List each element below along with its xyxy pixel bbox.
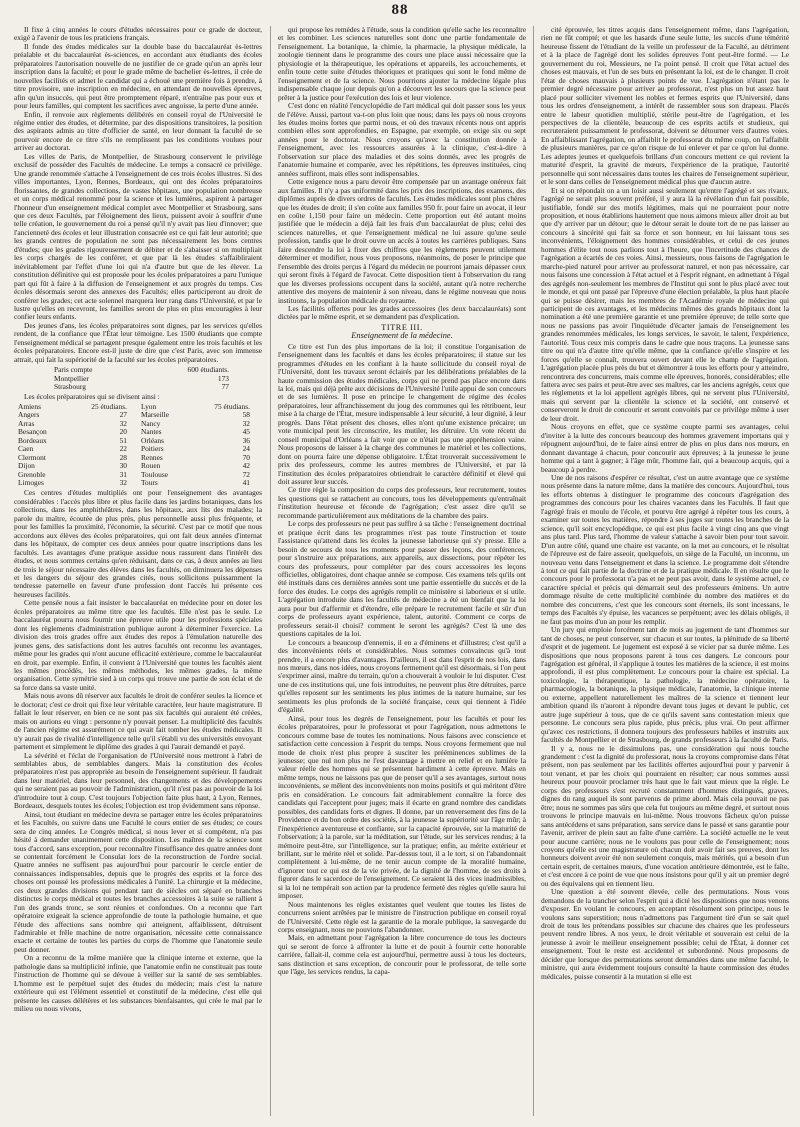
school-row [18,437,127,445]
faculty-count: 600 étudiants. [187,365,229,375]
paragraph: Il y a, nous ne le dissimulons pas, une considération qui nous touche grandement : c'est la dignité du professorat, nous la croyons compromise dans l'état présent, non pas seulement par les facilités offertes aujourd'hui pour y parvenir à tout venant, et par les choix qui pourraient en résulter; car nous sommes aussi heureux pour pouvoir proclamer très haut que le fait vaut mieux que la règle. Le corps des professeurs s'est recruté constamment d'hommes distingués, graves, dignes du rang auquel ils sont parvenus de prime abord. Mais cela pouvait ne pas être; nous ne sommes pas sûrs que cela fut toujours au même degré, et surtout nous trouvons le principe mauvais en lui-même. Nous trouvons fâcheux qu'on puisse sans antécédens et sans préparation, sans service dans le passé et sans garantie pour l'avenir, arriver de plein saut au faîte d'une carrière. La société actuelle ne le veut pour aucune carrière; nous ne le voulons pas pour celle de l'enseignement; nous croyons qu'elle est une magistrature où chacun doit avoir fait ses preuves, dont les honneurs doivent avoir été non seulement conquis, mais mérités, qui a besoin d'un certain esprit, de certaines mœurs, d'une vocation antérieure démontrée, est le faîte, et c'est encore à ce point de vue que nous insistons pour qu'il y ait un premier degré ou des équivalens qui en tiennent lieu. [541,743,789,888]
school-city: Toulouse [141,469,168,479]
paragraph: Le corps des professeurs ne peut pas suffire à sa tâche : l'enseignement doctrinal et pratique écrit dans les programmes n'est pas toute l'instruction et toute l'assistance qu'attend dans les écoles la jeunesse laborieuse qui s'y presse. Elle a besoin de secours de tous les moments pour passer des leçons, des conférences, pour s'instruire aux préparations, aux appareils, aux dissections, pour répéter les cours des professeurs, pour compléter par des cours accessoires les leçons officielles, obligatoires, dont chaque année se compose. Ces examens tels qu'ils ont été institués dans ces dernières années sont une partie essentielle du succès et de la force des études. Le corps des agrégés remplit ce ministère si laborieux et si utile. L'agrégation introduite dans les facultés de médecine a été un bienfait que la loi aura pour but d'affermir et d'étendre, elle prépare le recrutement facile et sûr d'un corps de professeurs ayant expérience, talent, autorité. Comment ce corps de professeurs serait-il choisi? comment le seront les agrégés? C'est là une des questions capitales de la loi. [278,519,526,639]
paragraph: Nous croyons en effet, que ce système coupte parmi ses avantages, celui d'inviter à la lutte des concours beaucoup des hommes gravement importans qui y répugnent aujourd'hui, de te faire ainsi entrer de plus en plus dans nos mœurs, en donnant davantage à chacun, pour concourir aux épreuves; à la jeunesse le jeune homme qui a tant à gagner; à l'âge mûr, l'homme fait, qui a beaucoup acquis, qui a beaucoup à perdre. [541,422,789,474]
preparatory-schools-table [18,403,250,488]
school-count: 32 [242,418,250,428]
school-city: Bordeaux [18,435,47,445]
school-city: Angers [18,410,40,420]
paragraph: C'est donc en réalité l'encyclopédie de l'art médical qui doit passer sous les yeux de l'élève. Aussi, partout va-t-on plus loin que nous; dans les pays où nous croyons les études moins fortes que parmi nous, et où des travaux récents nous ont appris combien elles sont approfondies, en Espagne, par exemple, on exige six ou sept années pour le doctorat. Nous croyons qu'avec la constitution donnée à l'enseignement, avec les ressources assurées à la clinique, c'est-à-dire à l'observation sur place des maladies et des soins donnés, avec les progrès de l'anatomie humaine et comparée, avec les répétitions, les épreuves instituées, cinq années suffiront, mais elles sont indispensables. [278,101,526,178]
paragraph: Des jeunes d'ans, les écoles préparatoires sont dignes, par les services qu'elles rendent, de la confiance que l'État leur témoigne. Les 1500 étudiants que compte l'enseignement médical se partagent presque également entre les trois facultés et les écoles préparatoires. Encore est-il juste de dire que c'est Paris, avec son immense attrait, qui fait la supériorité de la faculté sur les écoles préparatoires. [14,320,262,364]
faculty-enrollment-table [54,366,229,391]
school-count: 28 [119,452,127,462]
paragraph: Il fonde des études médicales sur la double base du baccalauréat ès-lettres préalable et du baccalauréat ès-sciences, en accordant aux étudiants des écoles préparatoires l'autorisation nouvelle de ne justifier de ce grade qu'un an après leur inscription dans la faculté; et pour le grade même de bachelier ès-lettres, il crée de nouvelles facilités et admet le candidat qui a échoué une première fois à prendre, à titre provisoire, une inscription en médecine, en attendant de nouvelles épreuves, afin qu'un insuccès, qui peut être promptement réparé, n'entraîne pas pour eux et pour leurs familles, qui comptent les sacrifices avec angoisse, la perte d'une année. [14,41,262,111]
section-title: TITRE III. [381,322,423,332]
school-count: 25 étudians. [91,401,127,411]
column-divider [533,26,534,1116]
paragraph: Les facilités offertes pour les grades accessoires (les deux baccalauréats) sont dictées par le même esprit, et se demandent pas d'explication. [278,303,526,322]
school-city: Nancy [141,418,161,428]
faculty-count: 77 [221,382,229,392]
paragraph: Nous maintenons les règles existantes quel veulent que toutes les listes de concurrens soient arrêtées par le ministre de l'instruction publique en conseil royal de l'Université. Cette règle est la garantie de la morale publique, la sauvegarde du corps enseignant, nous ne pouvions l'abandonner. [278,899,526,935]
paragraph: Les villes de Paris, de Montpellier, de Strasbourg conservent le privilège exclusif de posséder des Facultés de médecine. Le temps a consacré ce privilège. Une grande renommée s'attache à l'enseignement de ces trois écoles illustres. Si des villes importantes, Lyon, Rennes, Bordeaux, qui ont des écoles préparatoires florissantes, de grandes collections, de vastes hôpitaux, une population nombreuse et un corps médical renommé pour la science et les lumières, aspirent à partager l'honneur d'un enseignement médical complet avec Montpellier et Strasbourg, sans que ces deux Facultés, par l'éloignement des lieux, puissent avoir à souffrir d'une telle création, le gouvernement du roi a pensé qu'il n'y avait pas lieu d'innover; que l'ancienneté des écoles et leur illustration consacrée est ce qui fait leur autorité; que les grands centres de population ne sont pas nécessairement les bons centres d'études; que les grades rigoureusement de débiter et de s'abaisser si on multipliait les corps chargés de les conférer, et que par là les études s'affaibliraient inévitablement par l'effet d'une loi qui n'a d'autre but que de les élever. La constitution définitive qui est proposée pour les écoles préparatoires a paru l'unique part qui fût à faire à la diffusion de l'enseignement et aux progrès du temps. Ces écoles désormais seront des annexes des Facultés; elles participeront au droit de conférer les grades; cet acte solennel marquera leur rang dans l'Université, et par le lustre qu'elles en recevront, les familles seront de plus en plus encouragées à leur confier leurs enfants. [14,151,262,322]
paragraph: Mais, en admettant pour l'agrégation la libre concurrence de tous les docteurs qui se seront de force à affronter la lutte et de pouit à fournir cette honorable carrière, fallait-il, comme cela est aujourd'hui, permettre aussi à tous les docteurs, sans distinction et sans exception, de concourir pour le professorat, de telle sorte que l'âge, les services rendus, la capa- [278,933,526,977]
school-city: Amiens [18,401,41,411]
paragraph: Ainsi, pour tous les degrés de l'enseignement, pour les facultés et pour les écoles préparatoires, pour le professorat et pour l'agrégation, nous admettons le concours comme base de toutes les nominations. Nous faisons avec conscience et satisfaction cette concession à l'esprit du temps. Nous croyons fermement que nul mode de choix n'est plus propre à susciter les prééminences sublimes de la jeunesse; que nul non plus ne l'est davantage à mettre en relief et en lumière la valeur réelle des hommes qui se présentent hardiment à cette épreuve. Mais en même temps, nous ne laissons pas que de penser qu'il a ses avantages, surtout nous inconvénients, se mêlent des inconvénients non moins positifs et qui méritent d'être pris en considération. Le concours fait admirablement connaître la force des candidats qui l'acceptent pour juges; mais il écarte en grand nombre des candidats possibles, des candidats forts et dignes. Il donne, par un renversement des fins de la Providence et du bon ordre des sociétés, à la jeunesse la supériorité sur l'âge mûr; à l'inexpérience aventureuse et confiante, sur la capacité éprouvée, sur la maturité de l'observation; à la parole, sur la méditation, sur l'étude, sur les services rendus; à la mémoire peut-être, sur l'intelligence, sur la pratique; enfin, au mérite extérieur et brillant, sur le mérite réel et solide. Par-dessus tout, il a le tort, si on l'abandonnait complètement à lui-même, de ne tenir aucun compte de la moralité humaine, d'ignorer tout ce qui est de la vie privée, de la dignité de l'homme, de ses droits à figurer dans le sacerdoce de l'enseignement. Ce seraient là des vices inadmissibles, si la loi ne tempérait son action par la prudence fermeté des règles qu'elle saura lui imposer. [278,713,526,901]
school-count: 27 [119,410,127,420]
page-number: 88 [391,2,409,18]
school-city: Tours [141,478,158,488]
school-count: 75 étudians. [214,401,250,411]
section-subtitle: Enseignement de la médecine. [351,331,453,341]
paragraph: Il fixe à cinq années le cours d'études nécessaires pour ce grade de docteur, exigé à l'avenir de tous les praticiens français. [14,26,262,43]
text-column-2 [278,26,526,1116]
school-city: Rennes [141,452,163,462]
paragraph: Ce titre règle la composition du corps des professeurs, leur recrutement, toutes les questions qui se rattachent au concours, tous les développements qu'entraînait l'institution heureuse et féconde de l'agrégation; c'est assez dire qu'il se recommande particulièrement aux méditations de la chambre des pairs. [278,485,526,520]
school-city: Poitiers [141,444,164,454]
paragraph: Enfin, il renvoie aux règlements délibérés en conseil royal de l'Université le régime entier des études, et détermine, par des dispositions transitoires, la position des aspirants admis au titre d'officier de santé, en leur donnant la faculté de se pourvoir encore de ce titre s'ils ne remplissent pas les conditions voulues pour arriver au doctorat. [14,109,262,153]
paragraph: Et si on répondait on a un loisir aussi seulement qu'entre l'agrégé et ses rivaux, l'agrégé ne serait plus souvent préféré, il y aura là la révélation d'un fait possible, justifiable, fondé sur des motifs légitimes, mais qui ne pourraient pour notre proposition, et nous établirions hautement que nous aimons mieux aller droit au but que d'y arriver par un détour; que le détour serait le doute tort de ne pas laisser au concours à sincérité qui fait sa force et son honneur, en lui laissant tous ses inconvénients, l'éloignement des hommes considérables, et celui de ces jeunes hommes d'élite tout nous parlions tout à l'heure, que l'incertitude des chances de l'agrégation a écartés de ces voies. Ainsi, messieurs, nous faisons de l'agrégation le marche-pied naturel pour arriver au professorat naturel, et non pas nécessaire, car nous faisons une concession à l'état actuel et à l'esprit régnant, en admettant à l'égal des agrégés non-seulement les membres de l'Institut qui sont le plus placé avec tout le monde, et qui ont passé par l'épreuve d'une élection préalable, la plus haut placée qui se puisse désirer, mais les membres de l'Académie royale de médecine qui participent de ces avantages, et les médecins mêmes des grands hôpitaux dont la nomination a été une première garantie et une première épreuve; de telle sorte que nous ne passions pas avoir l'inquiétude d'écarter jamais de l'enseignement les grandes renommées médicales, les longs services, le savoir, le talent, l'expérience, l'autorité. Tous ceux mis compris dans le cadre que nous traçons. La jeunesse sans titre ou qui n'a d'autre titre qu'elle même, que la confiance qu'elle s'inspire et les forces qu'elle se connaît, trouvera ouvert devant elle le champ de l'agrégation. L'agrégation placée plus près du but et démontrer à tous les efforts pour y atteindre, rencontrera des concurrens, mais comme elle épreuves, honorés, considérables; elle fattera avec ses pairs et peut-être avec ses maîtres, car les anciens agrégés, ceux que les règlements et la loi appellent agrégés libres, qui ne servent plus l'Université, mais qui servent par la clientèle la science et la société, ont conservé et conserveront le droit de concourir et seront convoités par ce privilège même à user de leur droit. [541,185,789,423]
paragraph: Ce titre est l'un des plus importans de la loi; il constitue l'organisation de l'enseignement dans les facultés et dans les écoles préparatoires; il statue sur les programmes d'études en les confiant à la haute sollicitude du conseil royal de l'Université, dont les travaux seront éclairés par les délibérations préalables de la haute commission des études médicales, corps qui ne prend pas place encore dans la loi, mais qui déjà prête aux décisions de l'Université l'utile appui de son concours et de ses lumières. Il pose en principe le changement de régime des écoles préparatoires, leur affranchissement du joug des communes qui les rétribuent, leur mise à la charge de l'État, mesure indispensable à leur sécurité, à leur dignité, à leur progrès. Dans l'état présent des choses, elles n'ont qu'une existence précaire; un vote municipal peut les circonscrire, les mutiler, les détruire. Un vote récent du conseil municipal d'Orléans a fait voir que ce n'était pas une appréhension vaine. Nous proposons de laisser à la charge des communes le matériel et les collections, dont on pourra faire une dépense obligatoire. L'État trouverait successivement le prix des professeurs, comme les autres membres de l'Université, et par là l'institution des écoles préparatoires obtiendrait le caractère définitif et élevé qui doit assurer leur succès. [278,341,526,487]
school-count: 32 [119,478,127,488]
text-column-3 [541,26,789,1116]
paragraph: Une de nos raisons d'espérer ce résultat, c'est un autre avantage que ce système nous présente dans la nature même, dans la matière des concours. Aujourd'hui, tous les efforts obtenus à distinguer le programme des concours d'agrégation des programmes des concours pour les chaires vacantes dans les Facultés. Il faut que l'agrégé frais et moulu de l'école, et pourvu être agrégé à répéter tous les cours, à examiner sur toutes les matières, répondre à ses juges sur toutes les branches de la science, qu'il soit encyclopédique, ce qui est plus facile à vingt cinq ans que vingt ans plus tard. Plus tard, l'homme de valeur s'attache à savoir bien pour tout savoir. D'un autre côté, quand une chaire est vacante, on la met au concours, et le résultat de l'épreuve est de faire asseoir, quelquefois, un siège de la Faculté, un inconnu, un nouveau venu dans l'enseignement et dans la science. Le programme doit s'étendre à tout ce qui fait partie de la doctrine et de la pratique médicale. Il en résulte que le concours pour le professorat n'a pas et ne peut pas avoir, dans le système actuel, ce caractère spécial et précis qui démarrait seul des professeurs éminens. Un autre dommage résulte de cette multiplicité combinée du nombre des matières et du nombre des concurrens, c'est que les concours sont éternels, ils sont incessans, le temps des Facultés s'y épuise, les vacances se perpétuent; avec les délais obligés, il ne faut pas moins d'un an pour les remplir. [541,473,789,626]
paragraph: Cette pensée nous a fait insister le baccalauréat en médecine pour en doter les écoles préparatoires au même titre que les facultés. Elle n'est pas le seule. Le baccalauréat pourra nous fournir une épreuve utile pour les professions spéciales dont les règlements d'administration publique auront à déterminer l'exercice. La division des trois grades offre aux études des repos à l'émulation naturelle des jeunes gens, des satisfactions dont les autres facultés ont reconnu les avantages, même pour les grades qui n'ont aucune efficacité extérieure, comme le baccalauréat en droit, par exemple. Enfin, il convient à l'Université que toutes les facultés aient les mêmes procédés, les mêmes méthodes, les mêmes grades, la même organisation. Cette symétrie sied à un corps qui trouve une partie de son éclat et de sa force dans sa vaste unité. [14,598,262,692]
school-city: Besançon [18,427,47,437]
school-city: Orléans [141,435,164,445]
paragraph: qui propose les remèdes à l'étude, sous la condition qu'elle sache les reconnaître et les combiner. Les sciences naturelles sont donc une partie fondamentale de l'enseignement. La botanique, la chimie, la pharmacie, la physique médicale, la zoologie tiennent dans le programme des cours une place aussi nécessaire que la physiologie et la thérapeutique, les opérations et appareils, les accouchements, et enfin toute cette suite d'études théoriques et pratiques qui sont le fond même de l'enseignement et de la science. Nous pourrions ajouter la médecine légale plus indispensable chaque jour depuis qu'on a découvert les secours que la science peut prêter à la justice pour l'exécution des lois et leur violence. [278,26,526,102]
enrollment-row [54,383,229,391]
school-count: 36 [242,435,250,445]
school-city: Marseille [141,410,169,420]
paragraph: Les écoles préparatoires qui se divisent ainsi : [24,392,160,402]
school-count: 70 [242,452,250,462]
paragraph: La sévérité et l'éclat de l'organisation de l'Université nous mettront à l'abri de semblables abus, de semblables dangers. Mais la constitution des écoles préparatoires n'est pas appropriée au besoin de l'enseignement supérieur. Il faudrait dans leur matériel, dans leur personnel, des changements et des développements qui ne seraient pas au pouvoir de l'administration, qu'il n'est pas au pouvoir de la loi d'introduire tout à coup. C'est toujours l'objection faite plus haut, à Lyon, Rennes, Bordeaux, desquels toutes les écoles; l'objection est trop évidemment sans réponse. [14,750,262,811]
school-city: Caen [18,444,34,454]
paragraph: cité éprouvée, les titres acquis dans l'enseignement même, dans l'agrégation, rien ne fût compté; et que les hasards d'une seule lutte, les succès d'une témérité heureuse fissent de l'étudiant de la veille un professeur de la Faculté, au détriment et à la place de l'agrégé dont les solides épreuves l'ont peut-être formé. — Le gouvernement du roi, Messieurs, ne l'a point pensé. Il croit que l'état actuel des choses est mauvais, et l'un de ses buts en présentant la loi, est de le changer. Il croit l'état de choses mauvais à plusieurs points de vue. L'agrégation n'étant pas le premier degré nécessaire pour arriver au professorat, n'est plus un but assez haut placé pour solliciter vivement les nobles et fermes esprits que l'Université, dans tous les ordres d'enseignement, a intérêt de rassembler sous son drapeau. Placés entre le labeur quotidien multiplié, stérile peut-être de l'agrégation, et les perspectives de la clientèle, beaucoup de ces esprits actifs et studieux, qui recruteraient puissamment le professorat, doivent se détourner vers d'autres voies. En affaiblissant l'agrégation, on affaiblit le professorat du même coup, on l'affaiblit de plusieurs manières, par ce qu'on risque de lui enlever et par ce qu'on lui donne. Les adeptes jeunes et quelquefois brillans d'un concours mettent ce qui revient la maturité d'esprit, la gravité de mœurs, l'expérience de la pratique, l'autorité personnelle qui sont nécessaires dans toutes les chaires de l'enseignement supérieur, et le sont dans celles de l'enseignement médical plus que d'aucun autre. [541,26,789,187]
column-divider [270,26,271,1116]
school-city: Dijon [18,461,35,471]
paragraph: Mais nous avons dû réserver aux facultés le droit de conférer seules la licence et le doctorat; c'est ce droit qui fixe leur véritable caractère, leur haute magistrature. Il fallait le leur réserver, en bien ce ne sont pas six facultés qui auraient été créées, mais on aurions eu vingt : personne n'y pouvait penser. La multiplicité des facultés de l'ancien régime est assurément ce qui avait fait tomber les études médicales. Il n'y aurait pas de rivalité d'intelligence telle qu'il s'établi vu des universités envoyant partement et simplement le diplôme des grades à qui l'aurait demandé et payé. [14,691,262,752]
faculty-city: Montpellier [54,373,89,383]
school-city: Clermont [18,452,46,462]
paragraph: Un jury qui emploie forcément tant de mois au jugement de tant d'hommes sur tant de choses, ne peut conserver, sur chacun et sur toutes, la plénitude de sa liberté d'esprit et de jugement. Le jugement est exposé à se vicier par sa durée même. Les dispositions que nous proposons parent à tous ces dangers. Le concours pour l'agrégation est général, il s'applique à toutes les matières de la science, il est moins approfondi, il est plus complètement. Le concours pour la chaire est spécial. La toxicologie, la thérapeutique, la pathologie, la médecine opératoire, la pharmacologie, la botanique, la physique médicale, l'anatomie, la clinique interne ou externe, appellent naturellement les maîtres de la science et tiennent leur ambition quand ils n'auront à répondre devant tous juges et devant le public, cet autre juge supérieur à tous, que de ce qu'ils savent sans contestation mieux que personne. Le concours sera plus rapide, plus précis, plus vrai. On peut affirmer qu'avec ces restrictions, il donnera toujours des professeurs habiles et instruits aux facultés de Montpellier et de Strasbourg, de grands professeurs à la faculté de Paris. [541,625,789,745]
school-count: 31 [119,469,127,479]
school-count: 51 [119,435,127,445]
school-count: 24 [242,444,250,454]
school-count: 20 [119,427,127,437]
school-count: 41 [242,478,250,488]
paragraph: Le concours a beaucoup d'ennemis, il en a d'éminens et d'illustres; c'est qu'il a des inconvénients réels et considérables. Nous sommes convaincus qu'à tout prendre, il a encore plus d'avantages. D'ailleurs, il est dans l'esprit de nos lois, dans nos mœurs, dans nos idées, nous croyons fermement qu'il est désormais, si l'on peut s'exprimer ainsi, maître du terrain, qu'on a chouverait à vouloir le lui disputer. C'est une de ces institutions qui, une fois introduites, ne peuvent plus être détruites, parce qu'elles reposent sur les sentiments les plus intimes de la nature humaine, sur les sentiments les plus profonds de la société française, ceux qui tiennent à l'idée d'égalité. [278,637,526,715]
school-count: 45 [242,427,250,437]
school-count: 72 [242,469,250,479]
paragraph: Ainsi, tout étudiant en médecine devra se partager entre les écoles préparatoires et les Facultés, ou suivre dans une Faculté le cours entier de ses études; ce cours sera de cinq années. Le Congrès médical, si nous lever et si compétent, n'a pas hésité à demander unanimement cette disposition. Les maîtres de la science sont tous d'accord, sans exception, pour reconnaître l'insuffisance des quatre années dont se contentait forcément le Consulat lors de la reconstruction de l'ordre social. Quatre années ne suffisent pas aujourd'hui pour parcourir le cercle entier de connaissances indispensables, depuis que le progrès des esprits et la force des choses ont poussé les professions médicales à l'unité. La chirurgie et la médecine, ces deux grandes divisions qui pendant tant de siècles ont séparé en branches distinctes le corps médical et toutes les branches accessoires à la suite se rallient à l'un des grands tronc, se sont réunies et confondues. On a reconnu que l'art opératoire exigeait la science approfondie de toute la pathologie humaine, et que l'étude des affections sans nombre qui atteignent, affaiblissent, détruisent l'admirable et frêle machine de notre organisation, nécessite cette connaissance exacte et certaine de toutes les parties du corps de l'homme que l'anatomie seule peut donner. [14,809,262,954]
school-city: Limoges [18,478,44,488]
paragraph: On a reconnu de la même manière que la clinique interne et externe, que la pathologie dans sa multiplicité infinie, que l'anatomie enfin ne constituait pas toute l'instruction de l'homme qui se dévoue à veiller sur la santé de ses semblables. L'homme est le perpétuel sujet des études du médecin; mais c'est la nature extérieure qui est l'élément essentiel et constitutif de la médecine, c'est elle qui présente les causes délétères et les substances bienfaisantes, qui crée le mal par le milieu ou nous vivons, [14,953,262,1014]
school-count: 22 [119,444,127,454]
school-row [18,411,127,419]
school-count: 58 [242,410,250,420]
school-row [18,479,127,487]
faculty-city: Paris compte [54,365,93,375]
school-count: 42 [242,461,250,471]
faculty-city: Strasbourg [54,382,86,392]
text-column-1 [14,26,262,1116]
faculty-count: 173 [217,373,229,383]
school-city: Arras [18,418,35,428]
paragraph: Ces centres d'études multipliés ont pour l'enseignement des avantages considérables : l'accès plus libre et plus facile dans les jardins botaniques, dans les collections, dans les amphithéâtres, dans les hôpitaux, aux lits des malades; la parole du maître, écoutée de plus près, plus personnelle aussi plus fréquente, et pour les familles la proximité, l'économie, la sécurité. C'est par ce motif que nous accordons aux élèves des écoles préparatoires, qui ont fait deux années d'internat dans les hôpitaux, de compter ces deux années pour quatre inscriptions dans les facultés. Les avantages d'une pratique assidue nous rassurent dans l'intérêt des études, et nous sommes certains qu'en réduisant, dans ce cas, à deux années au lieu de trois le séjour nécessaire des élèves dans les facultés, on diminuera les dépenses et les dangers du séjour des grandes cités, nous sollicitons puissamment la tendresse paternelle en faveur d'une profession dont l'accès lui présente ces heureuses facilités. [14,488,262,599]
paragraph: Une question a été souvent élevée, celle des permutations. Nous vous demandons de la trancher selon l'esprit qui a dicté les dispositions que nous venons d'exposer. En voulant le concours, en acceptant résolument son principe, nous le voulons sans superstition; nous n'admettons pas l'argument tiré d'un se sait quel droit de tous les prétendans possibles sur chacune des chaires que les professeurs peuvent rendre libres. A nos yeux, le droit véritable et souverain est celui de la jeunesse à avoir le meilleur enseignement possible; celui de l'État, à donner cet enseignement. Tout le reste est accidentel et subordonné. Nous proposons de décider que lorsque des permutations seront demandées dans une même faculté, le ministre, qui aura évidemment toujours consulté la haute commission des études médicales, puisse consentir à la mutation si elle est [541,887,789,981]
school-city: Rouen [141,461,161,471]
school-row [141,479,250,487]
school-city: Nantes [141,427,162,437]
school-count: 30 [119,461,127,471]
school-city: Lyon [141,401,157,411]
paragraph: Cette exigence nous a paru devoir être compensée par un avantage onéreux fait aux familles. Il n'y a pas uniformité dans les prix des inscriptions, des examens, des diplômes auprès de divers ordres de facultés. Les études médicales sont plus chères que les études de droit; il s'en coûte aux familles 950 fr. pour faire un avocat, il leur en coûte 1,150 pour faire un médecin. Cette proportion eut été autant moins justifiée que le médecin a déjà fait les frais d'un baccalauréat de plus; celui des sciences naturelles, et que l'enseignement médical ne lui assure qu'une seule profession, tandis que le droit ouvre un accès à toutes les carrières publiques. Sans faire descendre la loi à fixer des chiffres que les règlements peuvent utilement déterminer et modifier, nous vous proposons, néanmoins, de poser le principe que l'ensemble des droits perçus à l'égard du médecin ne pourront jamais dépasser ceux qui seront fixés à l'égard de l'avocat. Cette disposition tient à l'observation du rang que les diverses professions occupent dans la société, autant qu'à notre recherche attentive des moyens de maintenir à son niveau, dans le régime nouveau que nous instituons, la population médicale du royaume. [278,177,526,305]
school-count: 32 [119,418,127,428]
school-city: Grenoble [18,469,46,479]
